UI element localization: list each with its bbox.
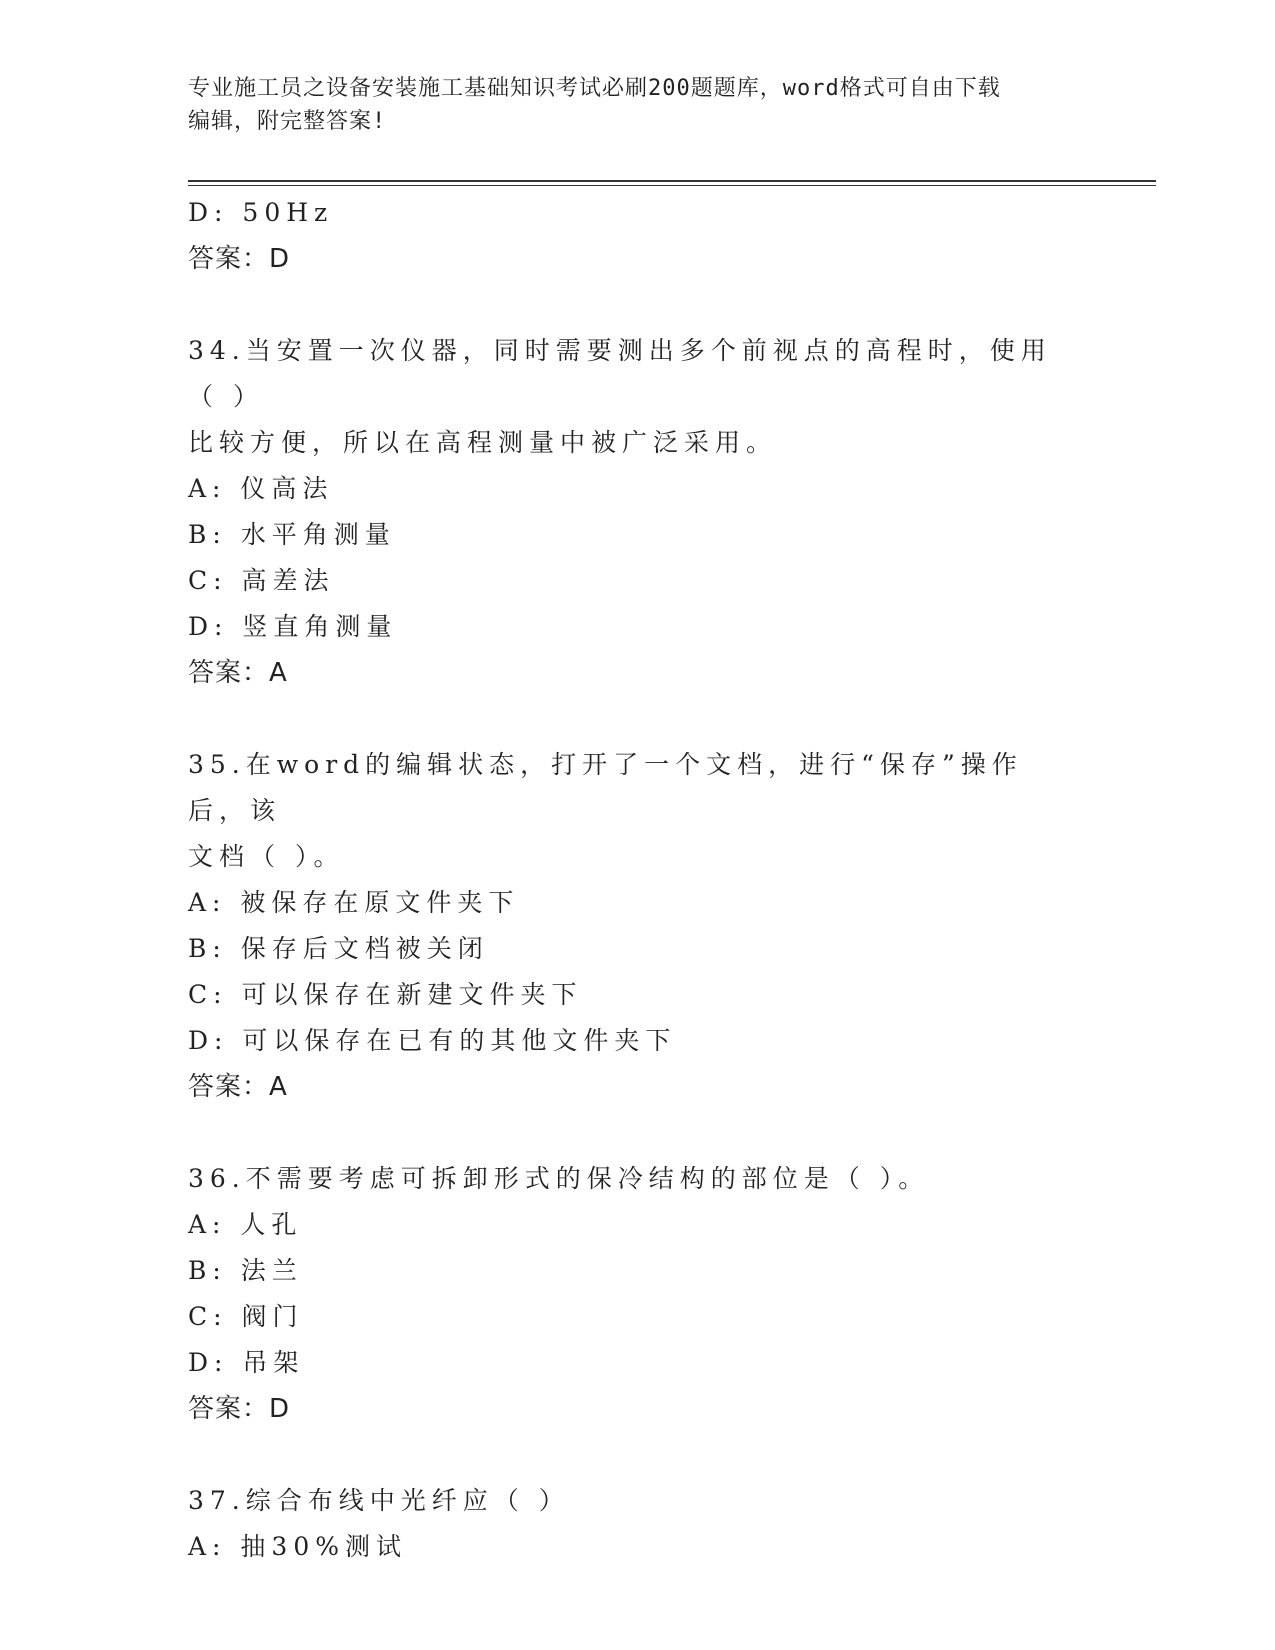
answer: 答案：D <box>188 1394 291 1424</box>
question-text: 36.不需要考虑可拆卸形式的保冷结构的部位是（ ）。 <box>188 1164 930 1193</box>
question-text-continued: 文档（ ）。 <box>188 842 345 871</box>
question-text-continued: 比较方便，所以在高程测量中被广泛采用。 <box>188 428 778 457</box>
question-text: 37.综合布线中光纤应（ ） <box>188 1486 570 1515</box>
option-c: C: 阀门 <box>188 1302 304 1331</box>
question-37 <box>188 1478 1088 1570</box>
option-c: C: 高差法 <box>188 566 335 595</box>
header-divider-thin <box>188 185 1156 186</box>
document-body <box>188 190 1088 1570</box>
document-header <box>188 72 1088 138</box>
option-d: D: 50Hz <box>188 198 334 227</box>
question-36 <box>188 1156 1088 1432</box>
option-b: B: 水平角测量 <box>188 520 396 549</box>
option-d: D: 可以保存在已有的其他文件夹下 <box>188 1026 677 1055</box>
answer: 答案：A <box>188 658 288 688</box>
question-text: 34.当安置一次仪器，同时需要测出多个前视点的高程时，使用（ ） <box>188 336 1052 411</box>
option-b: B: 法兰 <box>188 1256 303 1285</box>
option-a: A: 人孔 <box>188 1210 303 1239</box>
answer: 答案：D <box>188 244 291 274</box>
question-34 <box>188 328 1088 696</box>
option-a: A: 被保存在原文件夹下 <box>188 888 520 917</box>
option-d: D: 竖直角测量 <box>188 612 398 641</box>
option-b: B: 保存后文档被关闭 <box>188 934 489 963</box>
header-divider <box>188 180 1156 182</box>
option-a: A: 抽30%测试 <box>188 1532 407 1561</box>
option-d: D: 吊架 <box>188 1348 305 1377</box>
header-line-2: 编辑，附完整答案! <box>188 109 387 134</box>
question-text: 35.在word的编辑状态，打开了一个文档，进行“保存”操作后，该 <box>188 750 1023 825</box>
header-line-1: 专业施工员之设备安装施工基础知识考试必刷200题题库，word格式可自由下载 <box>188 76 1001 101</box>
option-c: C: 可以保存在新建文件夹下 <box>188 980 583 1009</box>
answer: 答案：A <box>188 1072 288 1102</box>
question-35 <box>188 742 1088 1110</box>
option-a: A: 仪高法 <box>188 474 334 503</box>
